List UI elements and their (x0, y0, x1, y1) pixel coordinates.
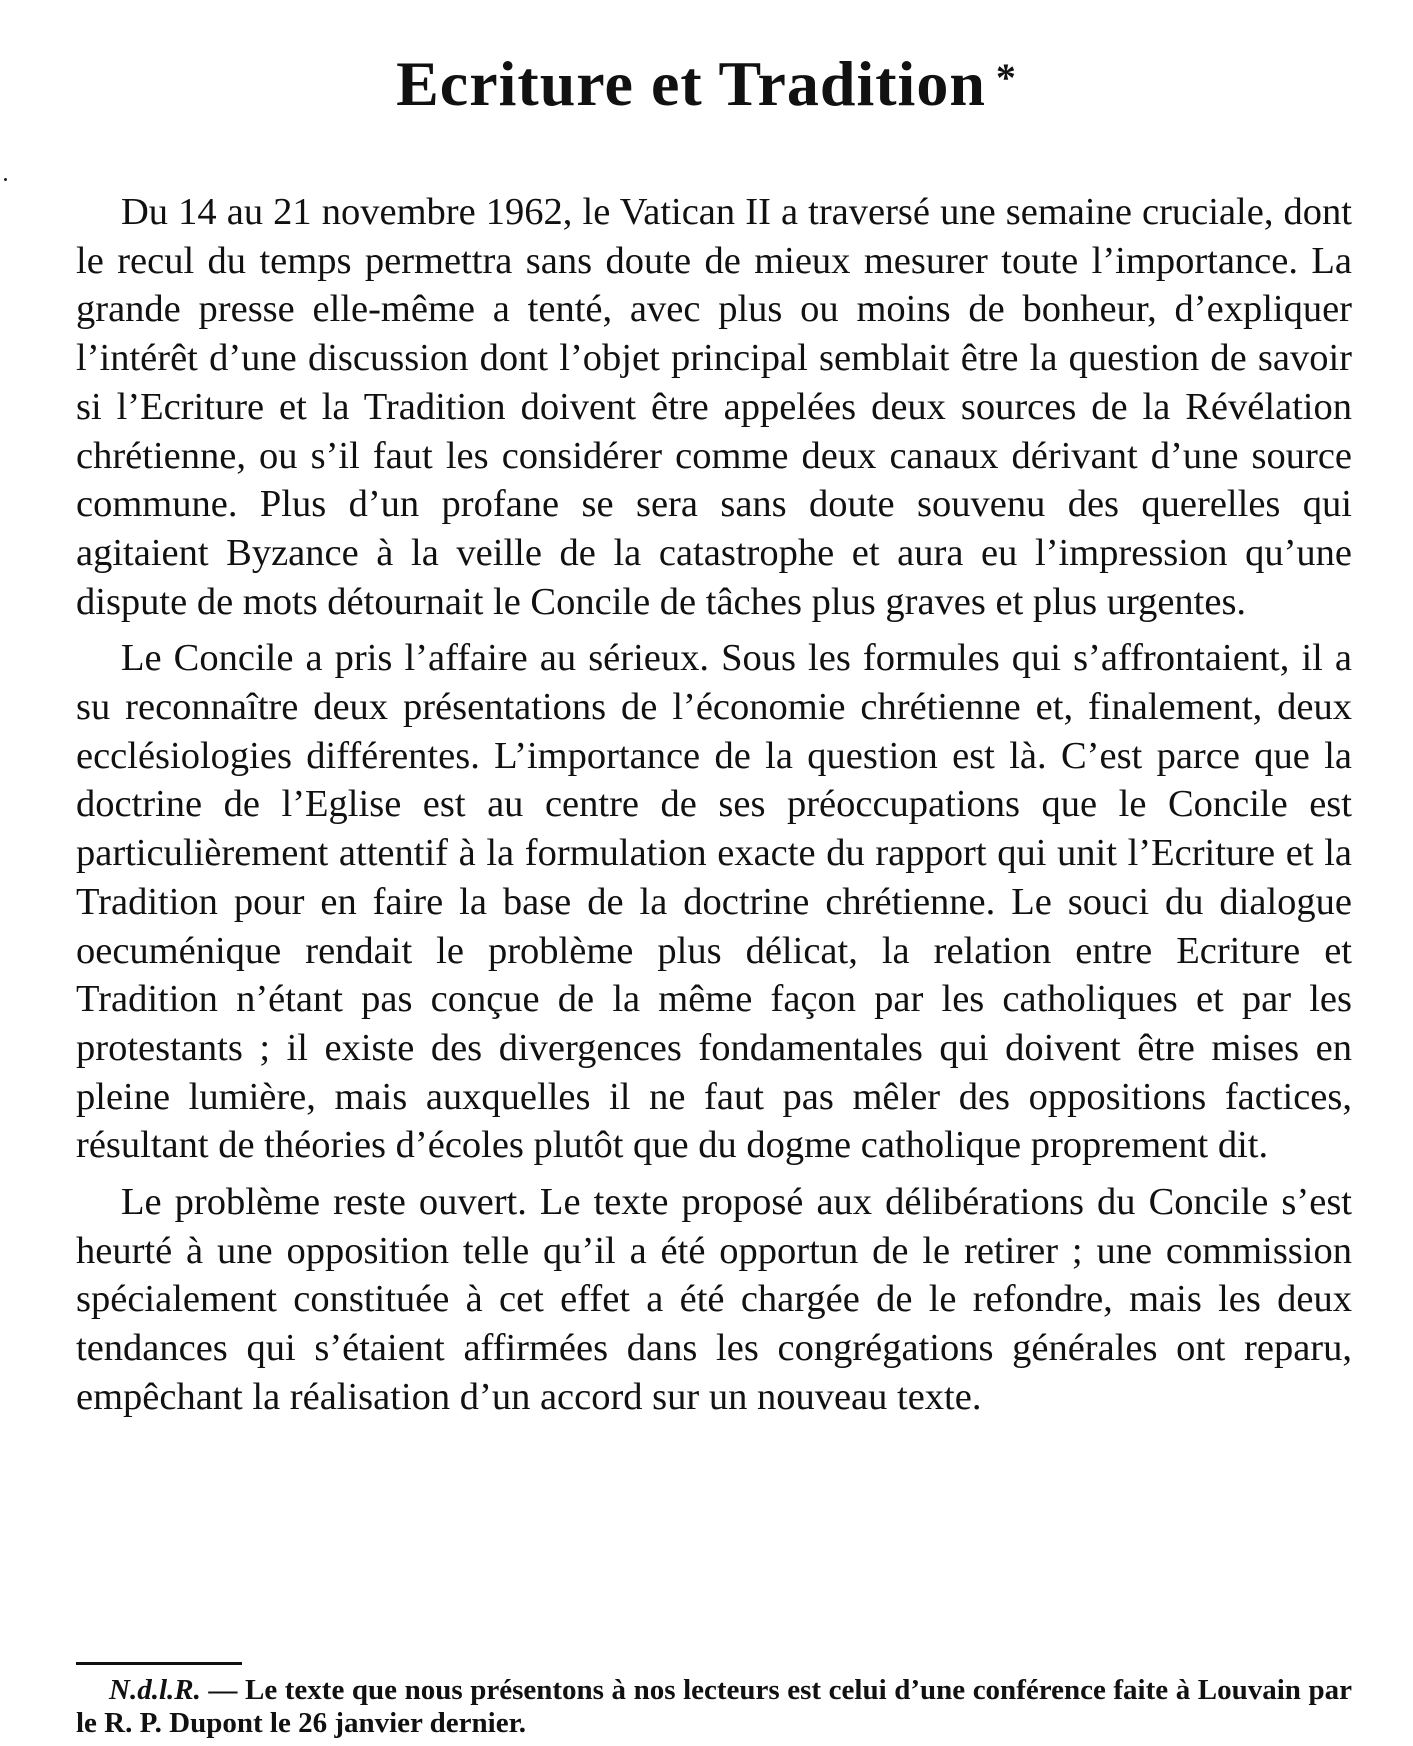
paragraph-1: Du 14 au 21 novembre 1962, le Vatican II a traversé une semaine cruciale, dont le recul du temps permettra sans doute de mieux mesurer toute l’importance. La grande presse elle-même a tenté, avec plus ou moins de bonheur, d’expliquer l’intérêt d’une discussion dont l’objet principal semblait être la question de savoir si l’Ecriture et la Tradition doivent être appelées deux sources de la Révélation chrétienne, ou s’il faut les considérer comme deux canaux dérivant d’une source commune. Plus d’un profane se sera sans doute souvenu des querelles qui agitaient Byzance à la veille de la catastrophe et aura eu l’impression qu’une dispute de mots détournait le Concile de tâches plus graves et plus urgentes. (76, 191, 1352, 623)
footnote (76, 1674, 1352, 1740)
article-body (76, 188, 1352, 1430)
article-title (0, 44, 1413, 124)
scan-speck (4, 178, 7, 181)
paragraph-2: Le Concile a pris l’affaire au sérieux. Sous les formules qui s’affrontaient, il a su reconnaître deux présentations de l’économie chrétienne et, finalement, deux ecclésiologies différentes. L’importance de la question est là. C’est parce que la doctrine de l’Eglise est au centre de ses préoccupations que le Concile est particulièrement attentif à la formulation exacte du rapport qui unit l’Ecriture et la Tradition pour en faire la base de la doctrine chrétienne. Le souci du dialogue oecuménique rendait le problème plus délicat, la relation entre Ecriture et Tradition n’étant pas conçue de la même façon par les catholiques et par les protestants ; il existe des divergences fondamentales qui doivent être mises en pleine lumière, mais auxquelles il ne faut pas mêler des oppositions factices, résultant de théories d’écoles plutôt que du dogme catholique proprement dit. (76, 637, 1352, 1167)
article-title-text: Ecriture et Tradition (396, 48, 986, 119)
footnote-divider (76, 1662, 242, 1665)
title-footnote-mark: * (995, 55, 1017, 100)
footnote-label: N.d.l.R. (109, 1674, 201, 1706)
footnote-text: — Le texte que nous présentons à nos lecteurs est celui d’une conférence faite à Louvain par le R. P. Dupont le 26 janvier dernier. (76, 1674, 1352, 1739)
paragraph-3: Le problème reste ouvert. Le texte proposé aux délibérations du Concile s’est heurté à une opposition telle qu’il a été opportun de le retirer ; une commission spécialement constituée à cet effet a été chargée de le refondre, mais les deux tendances qui s’étaient affirmées dans les congrégations générales ont reparu, empêchant la réalisation d’un accord sur un nouveau texte. (76, 1181, 1352, 1418)
